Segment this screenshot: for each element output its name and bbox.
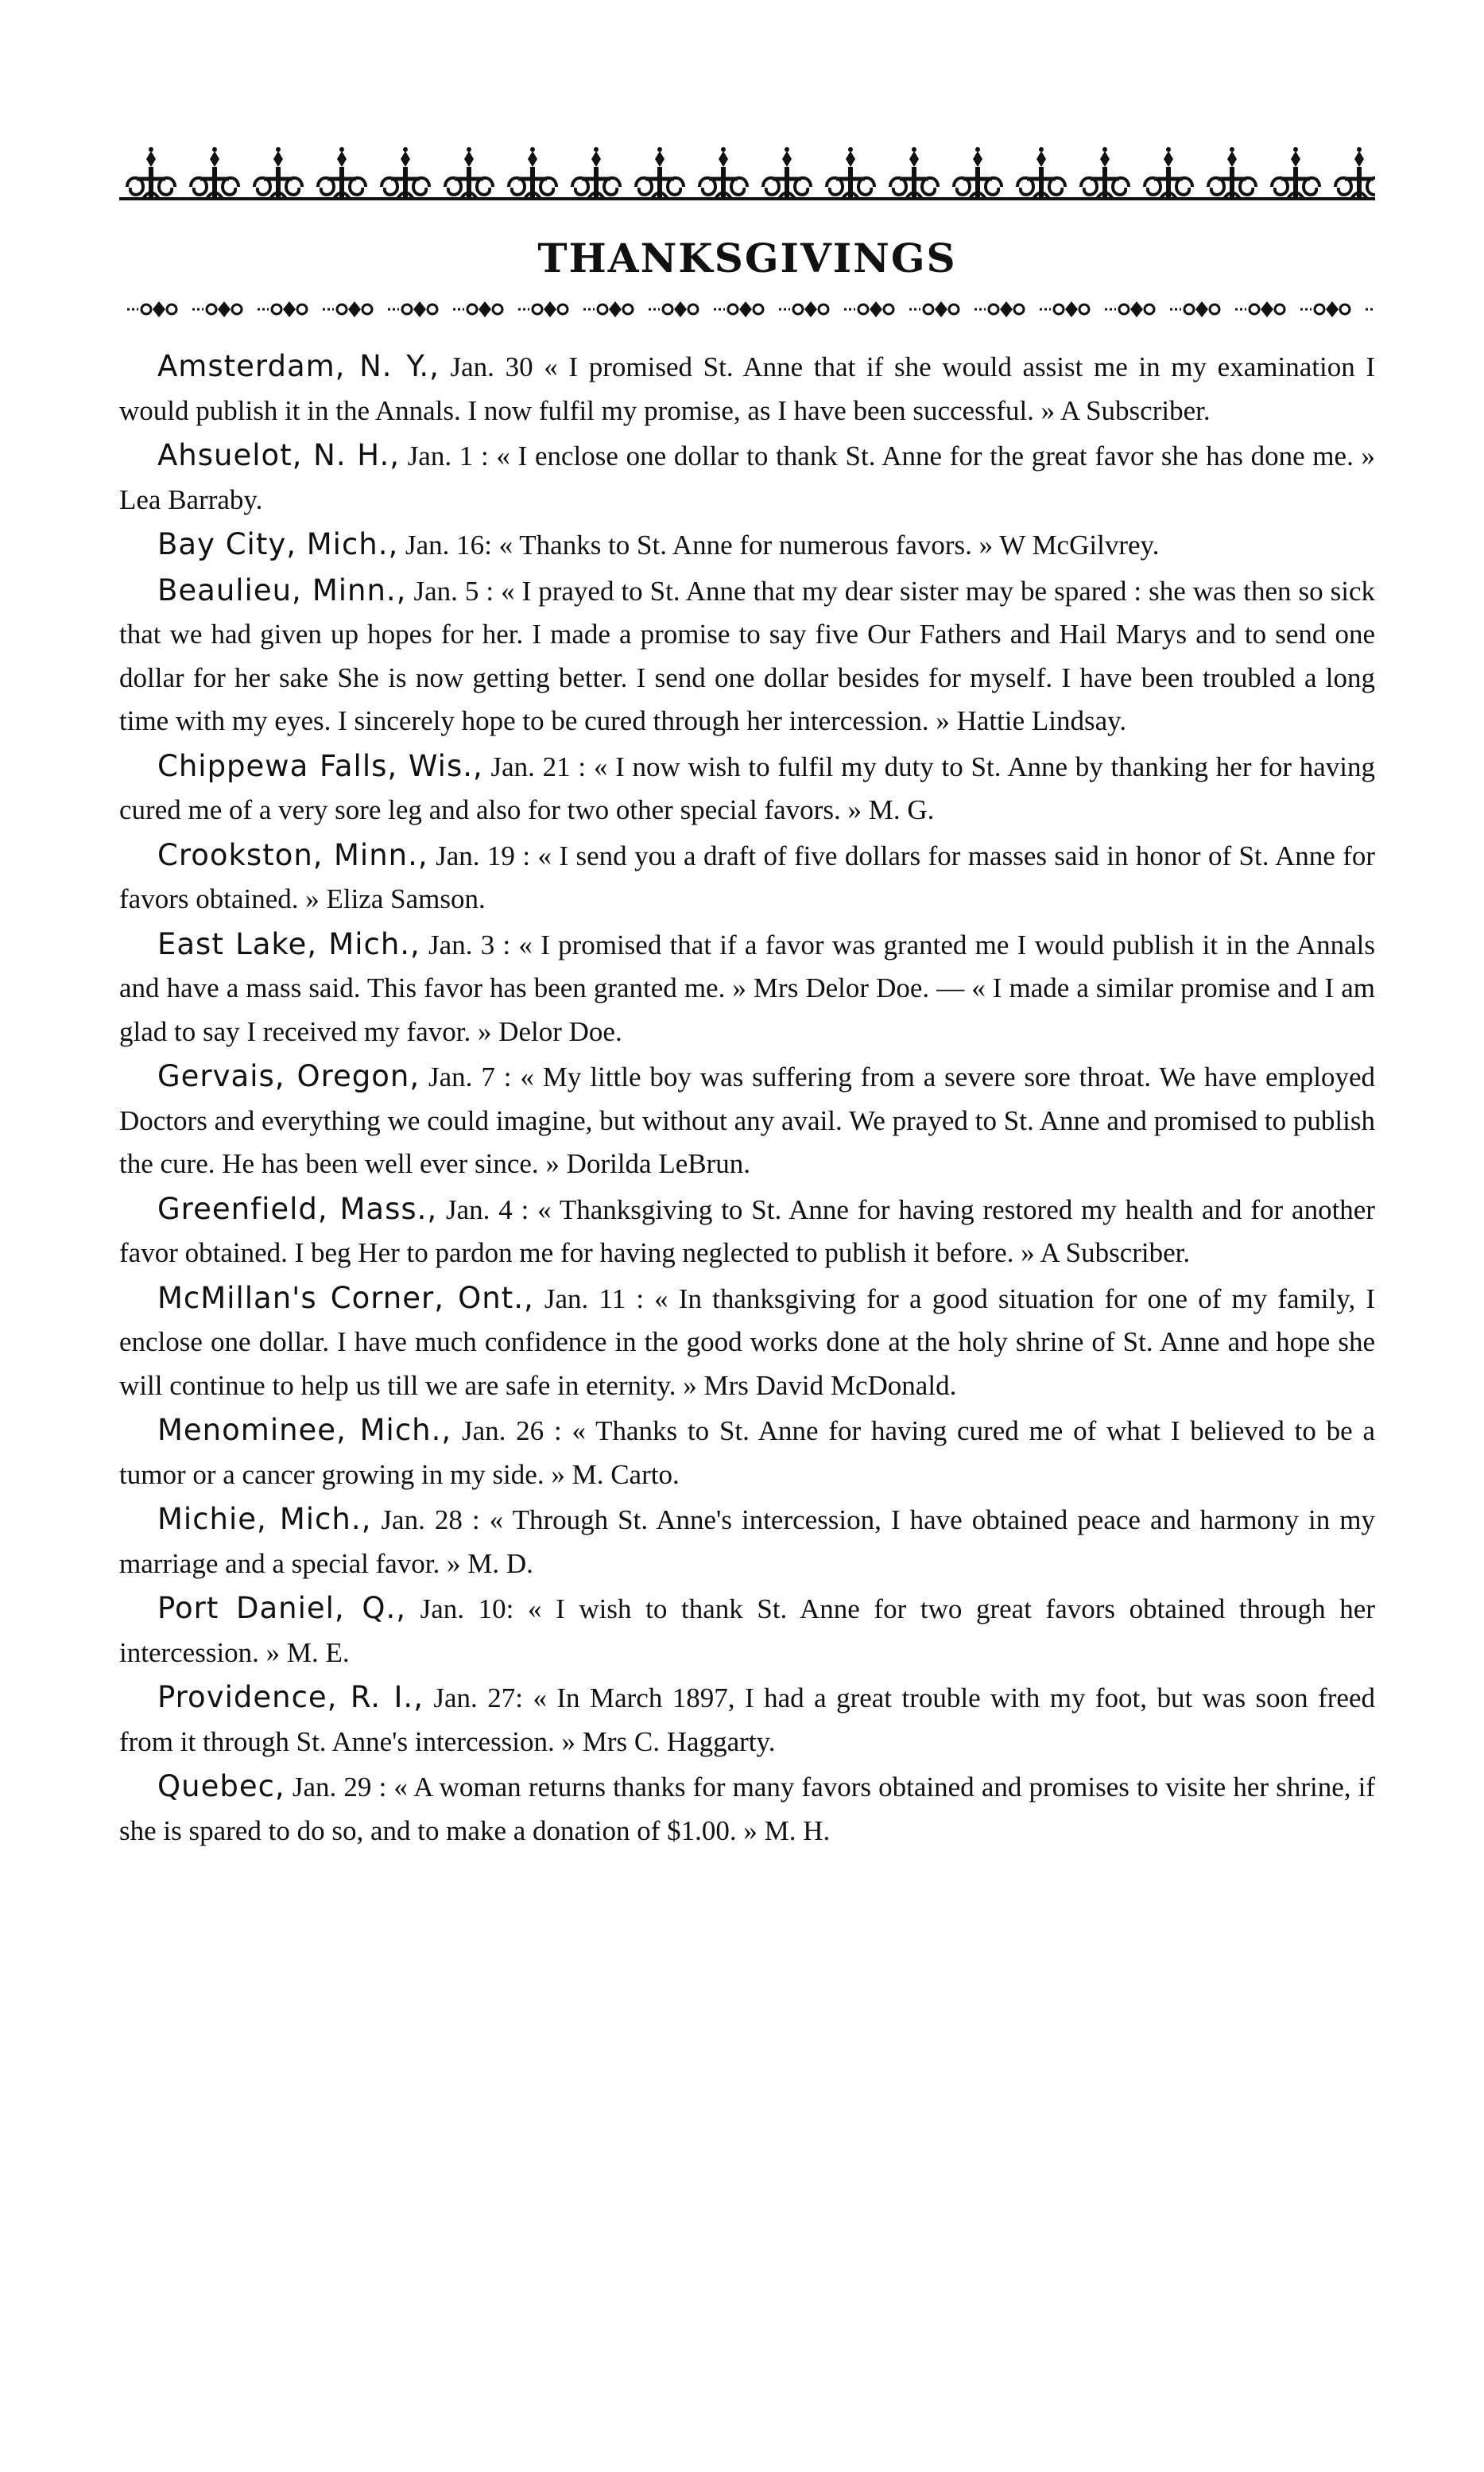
entry-date: Jan. 19: [436, 840, 515, 871]
entry-text: : « I promised that if a favor was granted me I would publish it in the Annals and have a mass said. This favor has been granted me. » Mrs Delor Doe. — « I made a similar promise and I am glad to say I received my favor. » Delor Doe.: [119, 929, 1376, 1047]
entry-text: « I promised St. Anne that if she would assist me in my examination I would publish it in the Annals. I now fulfil my promise, as I have been successful. » A Subscriber.: [119, 351, 1376, 426]
entry-place: Ahsuelot, N. H.,: [157, 438, 400, 472]
list-item: [119, 923, 1375, 1054]
entry-place: Quebec,: [157, 1769, 285, 1803]
list-item: [119, 1055, 1375, 1186]
entry-place: Port Daniel, Q.,: [157, 1591, 406, 1625]
entry-place: Amsterdam, N. Y.,: [157, 349, 440, 383]
list-item: [119, 1409, 1375, 1496]
entry-date: Jan. 28: [381, 1504, 463, 1535]
entry-text: : « I now wish to fulfil my duty to St. Anne by thanking her for having cured me of a very sore leg and also for two other special favors. » M. G.: [119, 751, 1376, 825]
entry-place: Bay City, Mich.,: [157, 527, 399, 561]
entry-text: : « In thanksgiving for a good situation for one of my family, I enclose one dollar. I have much confidence in the good works done at the holy shrine of St. Anne and hope she will continue to help us till we are safe in eternity. » Mrs David McDonald.: [119, 1283, 1376, 1401]
entry-date: Jan. 1: [407, 440, 474, 472]
entry-place: Providence, R. I.,: [157, 1680, 424, 1714]
list-item: [119, 569, 1375, 743]
list-item: [119, 745, 1375, 832]
entry-text: : « A woman returns thanks for many favors obtained and promises to visite her shrine, if she is spared to do so, and to make a donation of $1.00. » M. H.: [119, 1772, 1376, 1846]
entry-date: Jan. 11: [544, 1283, 626, 1314]
entry-place: Greenfield, Mass.,: [157, 1191, 438, 1226]
entry-place: Michie, Mich.,: [157, 1502, 372, 1536]
entry-date: Jan. 26: [461, 1415, 544, 1446]
entry-text: : « I send you a draft of five dollars for masses said in honor of St. Anne for favors obtained. » Eliza Samson.: [119, 840, 1376, 914]
entry-text: : « I enclose one dollar to thank St. Anne for the great favor she has done me. » Lea Barraby.: [119, 440, 1376, 515]
entry-place: Menominee, Mich.,: [157, 1413, 452, 1447]
entry-place: East Lake, Mich.,: [157, 926, 420, 961]
entry-text: : « I prayed to St. Anne that my dear sister may be spared : she was then so sick that we had given up hopes for her. I made a promise to say five Our Fathers and Hail Marys and to send one dollar for her sake She is now getting better. I send one dollar besides for myself. I have been troubled a long time with my eyes. I sincerely hope to be cured through her intercession. » Hattie Lindsay.: [119, 575, 1375, 736]
entry-date: Jan. 29: [292, 1772, 372, 1803]
list-item: [119, 523, 1375, 568]
page-title: THANKSGIVINGS: [537, 235, 957, 281]
list-item: [119, 1587, 1375, 1675]
list-item: [119, 834, 1375, 922]
entry-date: Jan. 30: [450, 351, 533, 382]
entry-date: Jan. 27: [433, 1682, 516, 1713]
entry-text: : « In March 1897, I had a great trouble with my foot, but was soon freed from it through St. Anne's intercession. » Mrs C. Haggarty.: [119, 1682, 1375, 1757]
entry-text: : « My little boy was suffering from a severe sore throat. We have employed Doctors and everything we could imagine, but without any avail. We prayed to St. Anne and promised to publish the cure. He has been well ever since. » Dorilda LeBrun.: [119, 1061, 1376, 1179]
entry-date: Jan. 4: [446, 1193, 513, 1225]
decorative-rule: [119, 297, 1375, 321]
entry-date: Jan. 21: [490, 751, 571, 782]
list-item: [119, 1765, 1375, 1853]
entry-date: Jan. 5: [413, 575, 479, 607]
list-item: [119, 345, 1375, 433]
entry-text: : « Through St. Anne's intercession, I have obtained peace and harmony in my marriage and a special favor. » M. D.: [119, 1504, 1376, 1579]
list-item: [119, 1498, 1375, 1585]
list-item: [119, 1277, 1375, 1408]
list-item: [119, 434, 1375, 522]
entry-text: : « Thanksgiving to St. Anne for having restored my health and for another favor obtained. I beg Her to pardon me for having neglected to publish it before. » A Subscriber.: [119, 1193, 1375, 1268]
entry-place: Chippewa Falls, Wis.,: [157, 748, 483, 783]
list-item: [119, 1676, 1375, 1764]
entry-date: Jan. 10: [420, 1593, 506, 1624]
entry-place: Gervais, Oregon,: [157, 1059, 420, 1093]
entry-place: Crookston, Minn.,: [157, 837, 428, 872]
entry-place: Beaulieu, Minn.,: [157, 572, 407, 607]
entry-date: Jan. 16: [405, 530, 485, 561]
entry-text: : « Thanks to St. Anne for having cured me of what I believed to be a tumor or a cancer growing in my side. » M. Carto.: [119, 1415, 1375, 1490]
entry-text: : « I wish to thank St. Anne for two great favors obtained through her intercession. » M. E.: [119, 1593, 1375, 1668]
entries-list: [119, 345, 1375, 1853]
entry-place: McMillan's Corner, Ont.,: [157, 1280, 534, 1315]
page: [119, 143, 1375, 1854]
entry-date: Jan. 3: [428, 929, 495, 960]
list-item: [119, 1188, 1375, 1275]
entry-date: Jan. 7: [428, 1061, 495, 1092]
entry-text: : « Thanks to St. Anne for numerous favors. » W McGilvrey.: [484, 530, 1160, 561]
decorative-border-top: [119, 143, 1375, 207]
